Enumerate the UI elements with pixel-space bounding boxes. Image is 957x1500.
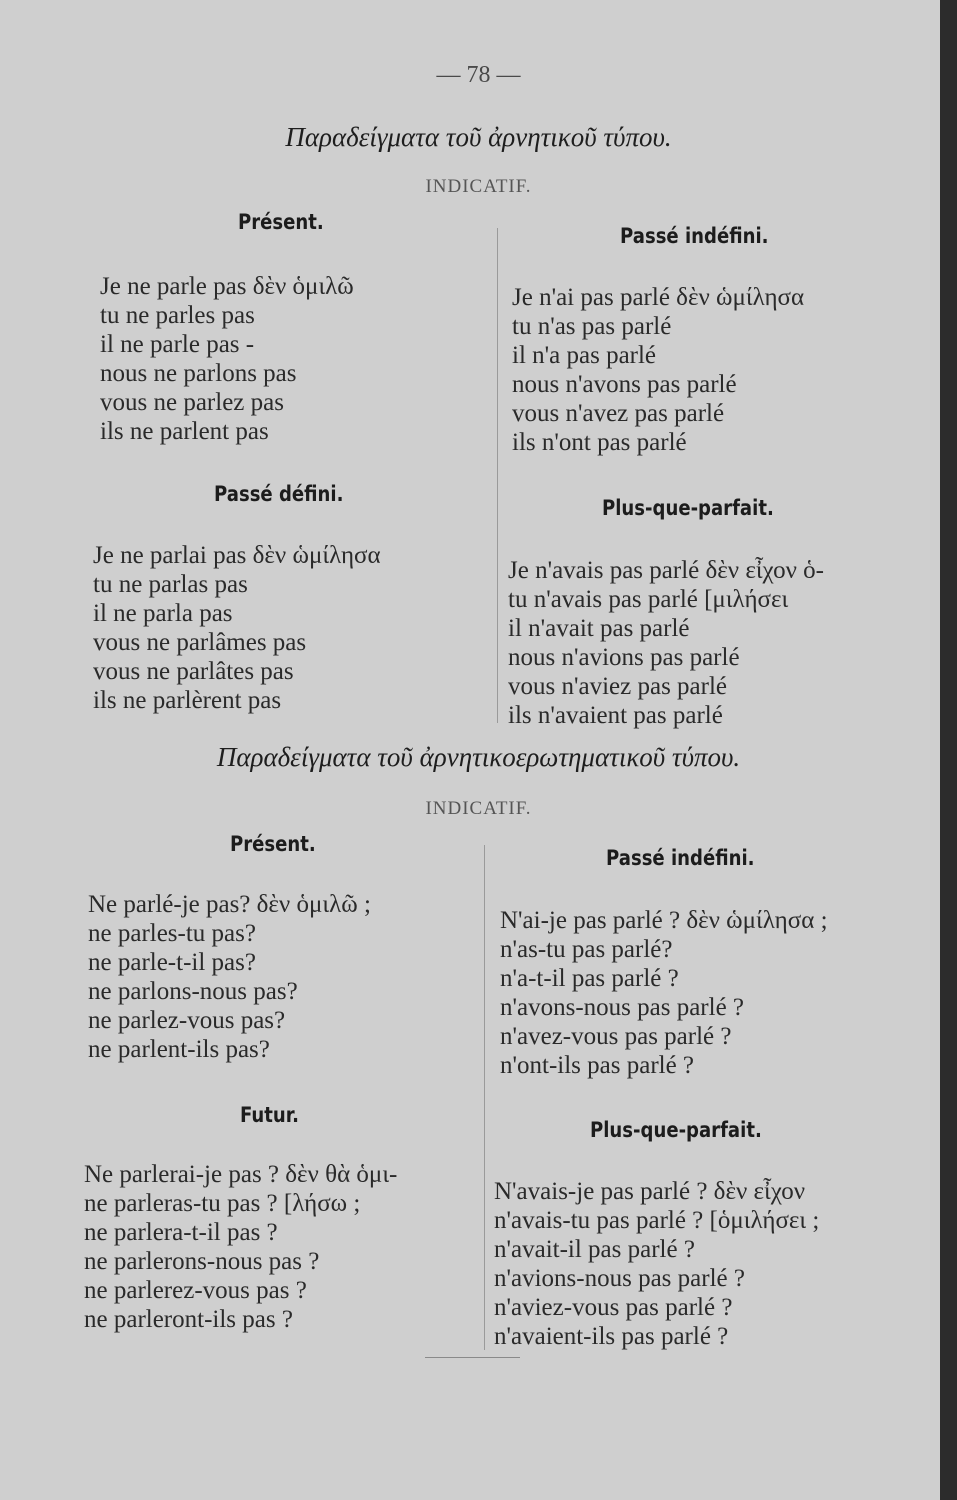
conjugation-line: n'as-tu pas parlé? (500, 936, 673, 963)
conjugation-line: tu ne parles pas (100, 302, 255, 329)
conjugation-line: n'avons-nous pas parlé ? (500, 994, 745, 1021)
section1-title: Παραδείγματα τοῦ ἀρνητικοῦ τύπου. (285, 122, 672, 152)
section1-present-heading: Présent. (238, 210, 324, 234)
conjugation-line: ne parle-t-il pas? (88, 949, 256, 976)
section2-mood: INDICATIF. (425, 798, 532, 819)
section1-passe-indefini-block (512, 283, 804, 457)
conjugation-line: vous n'aviez pas parlé (508, 673, 728, 700)
column-divider (497, 228, 498, 723)
conjugation-line: n'avait-il pas parlé ? (494, 1236, 695, 1263)
conjugation-line: n'avaient-ils pas parlé ? (494, 1323, 729, 1350)
conjugation-line: n'avez-vous pas parlé ? (500, 1023, 732, 1050)
conjugation-line: ne parlerons-nous pas ? (84, 1248, 320, 1275)
section2-futur-heading: Futur. (240, 1103, 299, 1127)
conjugation-line: Je n'ai pas parlé δὲν ὡμίλησα (512, 284, 805, 311)
conjugation-line: ils ne parlent pas (100, 418, 269, 445)
conjugation-line: ne parlons-nous pas? (88, 978, 298, 1005)
conjugation-line: Je ne parle pas δὲν ὁμιλῶ (100, 273, 354, 300)
conjugation-line: il ne parle pas - (100, 331, 255, 358)
conjugation-line: ne parlez-vous pas? (88, 1007, 286, 1034)
column-divider (484, 845, 485, 1350)
section1-plus-que-parfait-block (508, 556, 824, 730)
conjugation-line: vous n'avez pas parlé (512, 400, 725, 427)
section1-passe-defini-block (93, 541, 381, 715)
conjugation-line: ne parles-tu pas? (88, 920, 256, 947)
conjugation-line: nous n'avions pas parlé (508, 644, 740, 671)
conjugation-line: ils ne parlèrent pas (93, 687, 282, 714)
conjugation-line: ils n'ont pas parlé (512, 429, 687, 456)
conjugation-line: ne parlent-ils pas? (88, 1036, 270, 1063)
conjugation-line: n'ont-ils pas parlé ? (500, 1052, 695, 1079)
conjugation-line: Ne parlé-je pas? δὲν ὁμιλῶ ; (88, 891, 371, 918)
conjugation-line: vous ne parlez pas (100, 389, 284, 416)
page-edge-shadow (940, 0, 957, 1500)
conjugation-line: n'a-t-il pas parlé ? (500, 965, 679, 992)
conjugation-line: N'avais-je pas parlé ? δὲν εἶχον (494, 1178, 806, 1205)
conjugation-line: il ne parla pas (93, 600, 233, 627)
section1-mood: INDICATIF. (425, 176, 532, 197)
conjugation-line: n'avions-nous pas parlé ? (494, 1265, 745, 1292)
section2-present-heading: Présent. (230, 832, 316, 856)
conjugation-line: tu n'avais pas parlé [μιλήσει (508, 586, 789, 613)
conjugation-line: il n'a pas parlé (512, 342, 657, 369)
conjugation-line: ils n'avaient pas parlé (508, 702, 723, 729)
section1-passe-defini-heading: Passé défini. (214, 482, 344, 506)
conjugation-line: Je ne parlai pas δὲν ὡμίλησα (93, 542, 381, 569)
conjugation-line: tu n'as pas parlé (512, 313, 672, 340)
conjugation-line: n'avais-tu pas parlé ? [ὁμιλήσει ; (494, 1207, 820, 1234)
section2-passe-indefini-block (500, 906, 828, 1080)
conjugation-line: nous n'avons pas parlé (512, 371, 737, 398)
page-number: — 78 — (436, 62, 521, 88)
conjugation-line: vous ne parlâmes pas (93, 629, 307, 656)
conjugation-line: ne parlera-t-il pas ? (84, 1219, 278, 1246)
section1-passe-indefini-heading: Passé indéfini. (620, 224, 769, 248)
conjugation-line: ne parlerez-vous pas ? (84, 1277, 307, 1304)
section1-plus-que-parfait-heading: Plus-que-parfait. (602, 496, 774, 520)
conjugation-line: Ne parlerai-je pas ? δὲν θὰ ὁμι- (84, 1161, 398, 1188)
section1-present-block (100, 272, 354, 446)
closing-rule (425, 1357, 520, 1358)
conjugation-line: vous ne parlâtes pas (93, 658, 294, 685)
section2-futur-block (84, 1160, 397, 1334)
section2-title: Παραδείγματα τοῦ ἀρνητικοερωτηματικοῦ τύπου. (216, 742, 741, 772)
conjugation-line: il n'avait pas parlé (508, 615, 690, 642)
conjugation-line: n'aviez-vous pas parlé ? (494, 1294, 733, 1321)
section2-plus-que-parfait-heading: Plus-que-parfait. (590, 1118, 762, 1142)
section2-plus-que-parfait-block (494, 1177, 819, 1351)
conjugation-line: ne parleront-ils pas ? (84, 1306, 293, 1333)
conjugation-line: Je n'avais pas parlé δὲν εἶχον ὁ- (508, 557, 824, 584)
conjugation-line: ne parleras-tu pas ? [λήσω ; (84, 1190, 361, 1217)
section2-present-block (88, 890, 371, 1064)
conjugation-line: N'ai-je pas parlé ? δὲν ὡμίλησα ; (500, 907, 828, 934)
section2-passe-indefini-heading: Passé indéfini. (606, 846, 755, 870)
conjugation-line: nous ne parlons pas (100, 360, 297, 387)
conjugation-line: tu ne parlas pas (93, 571, 248, 598)
